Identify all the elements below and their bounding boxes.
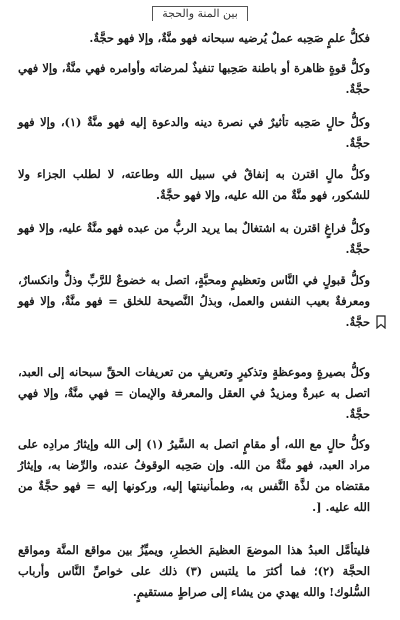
- paragraph-knowledge: فكلُّ علمٍ صَحِبه عملٌ يُرضيه سبحانه فهو منَّةٌ، وإلا فهو حجَّةٌ.: [89, 31, 370, 45]
- paragraph-insight: وكلُّ بصيرةٍ وموعظةٍ وتذكيرٍ وتعريفٍ من تعريفات الحقِّ سبحانه إلى العبد، اتصل به عبرةٌ ومزيدٌ في العقل والمعرفة والإيمان = فهي منَّةٌ، وإلا فهي حجَّةٌ.: [18, 365, 370, 421]
- paragraph-reflection: فليتأمَّل العبدُ هذا الموضعَ العظيمَ الخطرِ، ويميِّزُ بين مواقع المنَّة ومواقع الحجَّة (٢)؛ فما أكثرَ ما يلتبس (٣) ذلك على خواصِّ النَّاس وأرباب السُّلوك! والله يهدي من يشاء إلى صراطٍ مستقيمٍ.: [18, 543, 370, 599]
- paragraph-station: وكلُّ حالٍ مع الله، أو مقامٍ اتصل به السَّيرُ (١) إلى الله وإيثارُ مرادِه على مراد العبد، فهو منَّةٌ من الله. وإن صَحِبه الوقوفُ عنده، والرِّضا به، وإيثارُ مقتضاه من لذَّة النَّفس به، وطمأنينتها إليه، وركونها إليه = فهو حجَّةٌ من الله عليه. [.: [18, 437, 370, 514]
- running-header: [140, 4, 260, 24]
- paragraph-state: وكلُّ حالٍ صَحِبه تأثيرٌ في نصرة دينه والدعوة إليه فهو منَّةٌ (١)، وإلا فهو حجَّةٌ.: [18, 115, 370, 150]
- paragraph-strength: وكلُّ قوةٍ ظاهرة أو باطنة صَحِبها تنفيذٌ لمرضاته وأوامره فهي منَّةٌ، وإلا فهي حجَّةٌ.: [18, 61, 370, 96]
- paragraph-leisure: وكلُّ فراغٍ اقترن به اشتغالٌ بما يريد الربُّ من عبده فهو منَّةٌ عليه، وإلا فهو حجَّةٌ.: [18, 221, 370, 256]
- paragraph-wealth: وكلُّ مالٍ اقترن به إنفاقٌ في سبيل الله وطاعته، لا لطلب الجزاء ولا للشكور، فهو منَّةٌ من الله عليه، وإلا فهو حجَّةٌ.: [18, 167, 370, 202]
- header-title: بين المنة والحجة: [162, 7, 238, 20]
- bookmark-icon: [376, 315, 386, 329]
- closing-bracket-mark: [.: [312, 500, 326, 514]
- paragraph-acceptance: وكلُّ قبولٍ في النَّاس وتعظيمٍ ومحبَّةٍ، اتصل به خضوعٌ للرَّبِّ وذلٌّ وانكسارٌ، ومعرفةٌ بعيب النفس والعمل، وبذلُ النَّصيحة للخلق = فهو منَّةٌ، وإلا فهو حجَّةٌ.: [18, 273, 370, 329]
